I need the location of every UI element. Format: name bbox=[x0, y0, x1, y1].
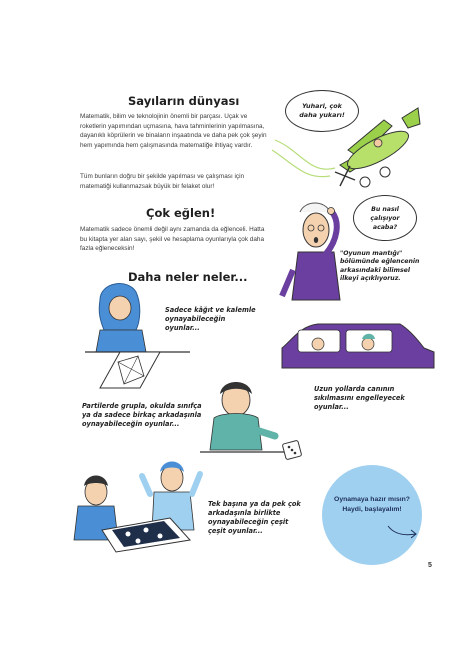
paragraph-disaster: Tüm bunların doğru bir şekilde yapılması ve çalışması için matematiği kullanmazsak büyük bir felaket olur! bbox=[80, 173, 245, 190]
paragraph-fun: Matematik sadece önemli değil aynı zamanda da eğlenceli. Hatta bu kitapta yer alan sayı, şekil ve hesaplama oyunlarıyla çok daha fazla eğleneceksin! bbox=[80, 226, 265, 253]
speech-text-plane: Yuhari, çok daha yukarı! bbox=[299, 102, 345, 119]
cta-start: Haydi, başlayalım! bbox=[342, 506, 402, 513]
caption-paper-games: Sadece kâğıt ve kalemle oynayabileceğin oyunlar... bbox=[165, 306, 256, 332]
page-number: 5 bbox=[428, 562, 432, 569]
paragraph-math-importance: Matematik, bilim ve teknolojinin önemli bir parçası. Uçak ve roketlerin yapımından uçmasına, hava tahminlerinin yapılmasına, dayanıklı köprülerin ve binaların inşaatında ve daha pek çok şeyin hem yapımında hem çalışmasında matematiğe ihtiyaç vardır. bbox=[80, 113, 267, 149]
caption-game-logic: "Oyunun mantığı" bölümünde eğlencenin arkasındaki bilimsel ilkeyi açıklıyoruz. bbox=[340, 250, 420, 283]
caption-car-games: Uzun yollarda canının sıkılmasını engelleyecek oyunlar... bbox=[314, 385, 405, 411]
section-title-more: Daha neler neler... bbox=[128, 270, 248, 284]
section-title-fun: Çok eğlen! bbox=[146, 206, 216, 220]
speech-text-scientist: Bu nasıl çalışıyor acaba? bbox=[370, 205, 400, 231]
caption-group-games: Partilerde grupla, okulda sınıfça ya da sadece birkaç arkadaşınla oynayabileceğin oyunlar... bbox=[82, 402, 202, 428]
caption-solo-games: Tek başına ya da pek çok arkadaşınla birlikte oynayabileceğin çeşit çeşit oyunlar... bbox=[208, 500, 301, 535]
cta-question: Oynamaya hazır mısın? bbox=[334, 496, 410, 503]
section-title-numbers: Sayıların dünyası bbox=[128, 94, 240, 108]
